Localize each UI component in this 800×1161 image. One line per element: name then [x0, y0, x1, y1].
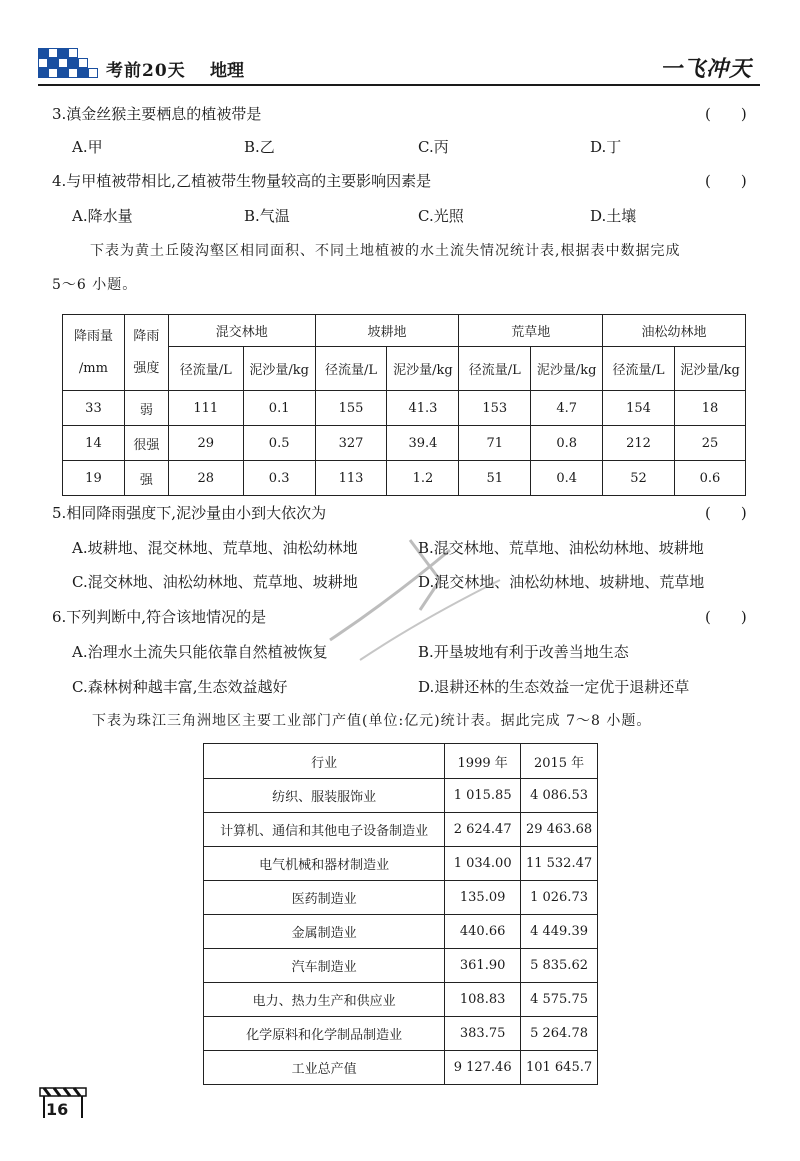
table-cell: 医药制造业 — [204, 881, 445, 915]
table-cell: 4.7 — [531, 391, 603, 426]
table-cell: 化学原料和化学制品制造业 — [204, 1017, 445, 1051]
table-cell: 212 — [603, 426, 675, 461]
rainfall-header-label: 降雨量 — [73, 328, 113, 344]
table-cell: 0.4 — [531, 461, 603, 496]
group-header: 荒草地 — [459, 315, 603, 347]
table-row — [204, 1051, 598, 1085]
table-cell: 327 — [315, 426, 387, 461]
table-cell: 154 — [603, 391, 675, 426]
page-number: 16 — [46, 1100, 69, 1119]
intensity-header — [124, 315, 168, 391]
table-cell: 18 — [675, 391, 746, 426]
table-cell: 111 — [168, 391, 243, 426]
industry-output-table — [203, 743, 598, 1085]
table-cell: 11 532.47 — [521, 847, 598, 881]
table-cell: 101 645.7 — [521, 1051, 598, 1085]
table1-intro-line2: 5～6 小题。 — [52, 277, 138, 293]
table-cell: 108.83 — [445, 983, 521, 1017]
brand-logo: 一飞冲天 — [660, 56, 753, 82]
table-cell: 0.6 — [675, 461, 746, 496]
table-cell: 电力、热力生产和供应业 — [204, 983, 445, 1017]
table-cell: 1 034.00 — [445, 847, 521, 881]
runoff-subheader: 径流量/L — [603, 347, 675, 391]
table-cell: 153 — [459, 391, 531, 426]
table-cell: 4 449.39 — [521, 915, 598, 949]
table-row — [204, 983, 598, 1017]
table-row — [204, 881, 598, 915]
table1-intro-line1: 下表为黄土丘陵沟壑区相同面积、不同土地植被的水土流失情况统计表,根据表中数据完成 — [90, 243, 681, 259]
table-cell: 440.66 — [445, 915, 521, 949]
table-cell: 113 — [315, 461, 387, 496]
table-cell: 计算机、通信和其他电子设备制造业 — [204, 813, 445, 847]
group-header: 混交林地 — [168, 315, 315, 347]
table-cell: 5 835.62 — [521, 949, 598, 983]
table-cell: 1 026.73 — [521, 881, 598, 915]
q3-option-d: D.丁 — [590, 138, 622, 156]
table-cell: 工业总产值 — [204, 1051, 445, 1085]
table-cell: 1 015.85 — [445, 779, 521, 813]
table-cell: 1.2 — [387, 461, 459, 496]
q4-option-d: D.土壤 — [590, 207, 637, 225]
table-cell: 0.3 — [243, 461, 315, 496]
runoff-subheader: 径流量/L — [168, 347, 243, 391]
soil-erosion-table — [62, 314, 746, 496]
page-header — [0, 0, 800, 90]
q3-option-c: C.丙 — [418, 138, 449, 156]
table-cell: 71 — [459, 426, 531, 461]
question-5-stem: 5.相同降雨强度下,泥沙量由小到大依次为 — [52, 504, 327, 522]
group-header: 坡耕地 — [315, 315, 459, 347]
question-4-answer-blank: ( ) — [705, 172, 747, 190]
table-cell: 25 — [675, 426, 746, 461]
table-cell: 9 127.46 — [445, 1051, 521, 1085]
table-cell: 41.3 — [387, 391, 459, 426]
column-header-2015: 2015 年 — [521, 744, 598, 779]
question-6-stem: 6.下列判断中,符合该地情况的是 — [52, 608, 267, 626]
intensity-header-line1: 降雨 — [133, 328, 160, 344]
sediment-subheader: 泥沙量/kg — [387, 347, 459, 391]
intensity-header-line2: 强度 — [133, 360, 160, 376]
q5-option-d: D.混交林地、油松幼林地、坡耕地、荒草地 — [418, 573, 705, 591]
table-cell: 0.5 — [243, 426, 315, 461]
table-cell: 2 624.47 — [445, 813, 521, 847]
table-cell: 28 — [168, 461, 243, 496]
sediment-subheader: 泥沙量/kg — [243, 347, 315, 391]
table-row — [63, 391, 746, 426]
table-row — [204, 949, 598, 983]
table-cell: 155 — [315, 391, 387, 426]
table-cell: 4 575.75 — [521, 983, 598, 1017]
q3-option-a: A.甲 — [72, 138, 103, 156]
table-cell: 19 — [63, 461, 125, 496]
table-row — [204, 847, 598, 881]
q6-option-b: B.开垦坡地有利于改善当地生态 — [418, 643, 629, 661]
table-cell: 强 — [124, 461, 168, 496]
table2-intro: 下表为珠江三角洲地区主要工业部门产值(单位:亿元)统计表。据此完成 7～8 小题。 — [92, 713, 652, 729]
q6-option-d: D.退耕还林的生态效益一定优于退耕还草 — [418, 678, 690, 696]
table-cell: 金属制造业 — [204, 915, 445, 949]
checker-logo-icon — [38, 48, 102, 80]
table-row — [204, 779, 598, 813]
q6-option-c: C.森林树种越丰富,生态效益越好 — [72, 678, 288, 696]
question-4-stem: 4.与甲植被带相比,乙植被带生物量较高的主要影响因素是 — [52, 172, 432, 190]
question-3-answer-blank: ( ) — [705, 105, 747, 123]
table-cell: 汽车制造业 — [204, 949, 445, 983]
header-title: 考前20天 — [106, 61, 186, 81]
question-5-answer-blank: ( ) — [705, 504, 747, 522]
column-header-1999: 1999 年 — [445, 744, 521, 779]
rainfall-header-unit: /mm — [78, 360, 108, 376]
table-cell: 5 264.78 — [521, 1017, 598, 1051]
table-cell: 0.8 — [531, 426, 603, 461]
table-row — [204, 813, 598, 847]
table-cell: 很强 — [124, 426, 168, 461]
header-subject: 地理 — [210, 61, 244, 81]
table-cell: 弱 — [124, 391, 168, 426]
table-cell: 135.09 — [445, 881, 521, 915]
rainfall-header — [63, 315, 125, 391]
q5-option-c: C.混交林地、油松幼林地、荒草地、坡耕地 — [72, 573, 358, 591]
q3-option-b: B.乙 — [244, 138, 275, 156]
table-cell: 4 086.53 — [521, 779, 598, 813]
q5-option-b: B.混交林地、荒草地、油松幼林地、坡耕地 — [418, 539, 704, 557]
table-cell: 纺织、服装服饰业 — [204, 779, 445, 813]
q6-option-a: A.治理水土流失只能依靠自然植被恢复 — [72, 643, 328, 661]
table-cell: 51 — [459, 461, 531, 496]
header-divider — [38, 84, 760, 86]
question-3-stem: 3.滇金丝猴主要栖息的植被带是 — [52, 105, 262, 123]
table-cell: 29 — [168, 426, 243, 461]
column-header-industry: 行业 — [204, 744, 445, 779]
group-header: 油松幼林地 — [603, 315, 746, 347]
table-row — [63, 461, 746, 496]
table-cell: 14 — [63, 426, 125, 461]
table-row — [204, 1017, 598, 1051]
table-cell: 29 463.68 — [521, 813, 598, 847]
runoff-subheader: 径流量/L — [315, 347, 387, 391]
table-row — [63, 426, 746, 461]
table-cell: 33 — [63, 391, 125, 426]
table-row — [204, 915, 598, 949]
table-cell: 电气机械和器材制造业 — [204, 847, 445, 881]
table-cell: 361.90 — [445, 949, 521, 983]
table-cell: 52 — [603, 461, 675, 496]
q4-option-a: A.降水量 — [72, 207, 133, 225]
sediment-subheader: 泥沙量/kg — [531, 347, 603, 391]
table-cell: 0.1 — [243, 391, 315, 426]
table-cell: 383.75 — [445, 1017, 521, 1051]
q4-option-b: B.气温 — [244, 207, 290, 225]
question-6-answer-blank: ( ) — [705, 608, 747, 626]
table-cell: 39.4 — [387, 426, 459, 461]
q4-option-c: C.光照 — [418, 207, 464, 225]
runoff-subheader: 径流量/L — [459, 347, 531, 391]
q5-option-a: A.坡耕地、混交林地、荒草地、油松幼林地 — [72, 539, 358, 557]
sediment-subheader: 泥沙量/kg — [675, 347, 746, 391]
